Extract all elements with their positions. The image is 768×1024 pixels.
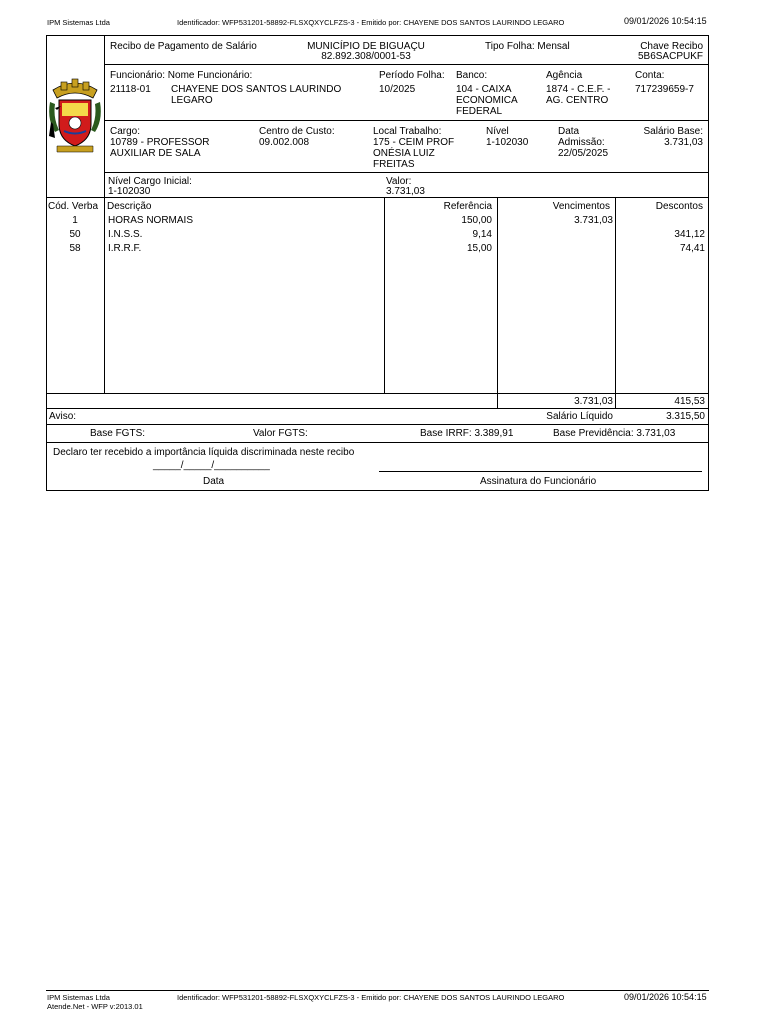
employee-name-1: CHAYENE DOS SANTOS LAURINDO: [171, 84, 342, 95]
base-irrf: Base IRRF: 3.389,91: [420, 428, 514, 439]
header-identifier: Identificador: WFP531201-58892-FLSXQXYCLFZS-3 - Emitido por: CHAYENE DOS SANTOS LAURINDO LEGARO: [177, 18, 565, 27]
row-3-disc: 74,41: [679, 243, 705, 254]
value-fgts: Valor FGTS:: [253, 428, 308, 439]
salary-base-value: 3.731,03: [664, 137, 703, 148]
employee-name-2: LEGARO: [171, 95, 213, 106]
col-header-code: Cód. Verba: [48, 201, 99, 212]
footer-datetime: 09/01/2026 10:54:15: [624, 992, 707, 1002]
agency-label: Agência: [546, 70, 583, 81]
footer-company: IPM Sistemas Ltda: [47, 993, 110, 1002]
agency-line-1: 1874 - C.E.F. -: [546, 84, 611, 95]
row-1-earn: 3.731,03: [574, 215, 613, 226]
level-label: Nível: [486, 126, 509, 137]
cargo-line-2: AUXILIAR DE SALA: [110, 148, 201, 159]
salary-base-label: Salário Base:: [643, 126, 703, 137]
initial-level-value: 1-102030: [108, 186, 151, 197]
municipality-name: MUNICÍPIO DE BIGUAÇU: [307, 41, 425, 52]
cost-center-value: 09.002.008: [259, 137, 310, 148]
col-header-desc: Descrição: [107, 201, 152, 212]
workplace-label: Local Trabalho:: [373, 126, 442, 137]
bank-label: Banco:: [456, 70, 488, 81]
period-label: Período Folha:: [379, 70, 445, 81]
bank-line-2: ECONOMICA: [456, 95, 518, 106]
initial-value-value: 3.731,03: [386, 186, 425, 197]
notice-label: Aviso:: [49, 411, 77, 422]
date-blank: _____/_____/__________: [153, 460, 270, 471]
receipt-key-label: Chave Recibo: [640, 41, 703, 52]
receipt-key-value: 5B6SACPUKF: [637, 51, 703, 62]
payroll-type: Tipo Folha: Mensal: [485, 41, 570, 52]
workplace-line-2: ONÉSIA LUIZ: [373, 148, 435, 159]
workplace-line-3: FREITAS: [373, 159, 415, 170]
cargo-label: Cargo:: [110, 126, 141, 137]
agency-line-2: AG. CENTRO: [546, 95, 609, 106]
col-header-disc: Descontos: [655, 201, 703, 212]
row-3-code: 58: [69, 243, 81, 254]
employee-code: 21118-01: [110, 84, 151, 95]
bank-line-1: 104 - CAIXA: [456, 84, 512, 95]
level-value: 1-102030: [486, 137, 529, 148]
cost-center-label: Centro de Custo:: [259, 126, 335, 137]
account-label: Conta:: [635, 70, 665, 81]
admission-label-1: Data: [558, 126, 580, 137]
row-3-desc: I.R.R.F.: [108, 243, 142, 254]
receipt-title: Recibo de Pagamento de Salário: [110, 41, 257, 52]
bank-line-3: FEDERAL: [456, 106, 503, 117]
initial-value-label: Valor:: [386, 176, 412, 187]
account-value: 717239659-7: [635, 84, 694, 95]
header-datetime: 09/01/2026 10:54:15: [624, 16, 707, 26]
declaration-text: Declaro ter recebido a importância líquida discriminada neste recibo: [53, 447, 355, 458]
receipt-box: [46, 35, 709, 491]
net-salary-value: 3.315,50: [666, 411, 705, 422]
net-salary-label: Salário Líquido: [546, 411, 613, 422]
total-earnings: 3.731,03: [574, 396, 613, 407]
header-company: IPM Sistemas Ltda: [47, 18, 110, 27]
col-header-earn: Vencimentos: [552, 201, 610, 212]
row-2-desc: I.N.S.S.: [108, 229, 143, 240]
date-label: Data: [203, 476, 225, 487]
footer-version: Atende.Net - WFP v:2013.01: [47, 1002, 143, 1011]
admission-label-2: Admissão:: [558, 137, 605, 148]
period-value: 10/2025: [379, 84, 416, 95]
cargo-line-1: 10789 - PROFESSOR: [110, 137, 210, 148]
workplace-line-1: 175 - CEIM PROF: [373, 137, 455, 148]
base-previdencia: Base Previdência: 3.731,03: [553, 428, 676, 439]
row-3-ref: 15,00: [466, 243, 492, 254]
employee-label: Funcionário: Nome Funcionário:: [110, 70, 253, 81]
total-discounts: 415,53: [674, 396, 705, 407]
coat-of-arms-icon: [47, 76, 103, 160]
municipality-cnpj: 82.892.308/0001-53: [321, 51, 411, 62]
signature-label: Assinatura do Funcionário: [480, 476, 597, 487]
footer-identifier: Identificador: WFP531201-58892-FLSXQXYCLFZS-3 - Emitido por: CHAYENE DOS SANTOS LAURINDO LEGARO: [177, 993, 565, 1002]
row-1-desc: HORAS NORMAIS: [108, 215, 194, 226]
row-2-code: 50: [69, 229, 81, 240]
row-1-ref: 150,00: [461, 215, 492, 226]
base-fgts: Base FGTS:: [90, 428, 146, 439]
admission-value: 22/05/2025: [558, 148, 609, 159]
row-2-ref: 9,14: [472, 229, 492, 240]
initial-level-label: Nível Cargo Inicial:: [108, 176, 192, 187]
row-2-disc: 341,12: [674, 229, 705, 240]
row-1-code: 1: [72, 215, 78, 226]
col-header-ref: Referência: [443, 201, 492, 212]
